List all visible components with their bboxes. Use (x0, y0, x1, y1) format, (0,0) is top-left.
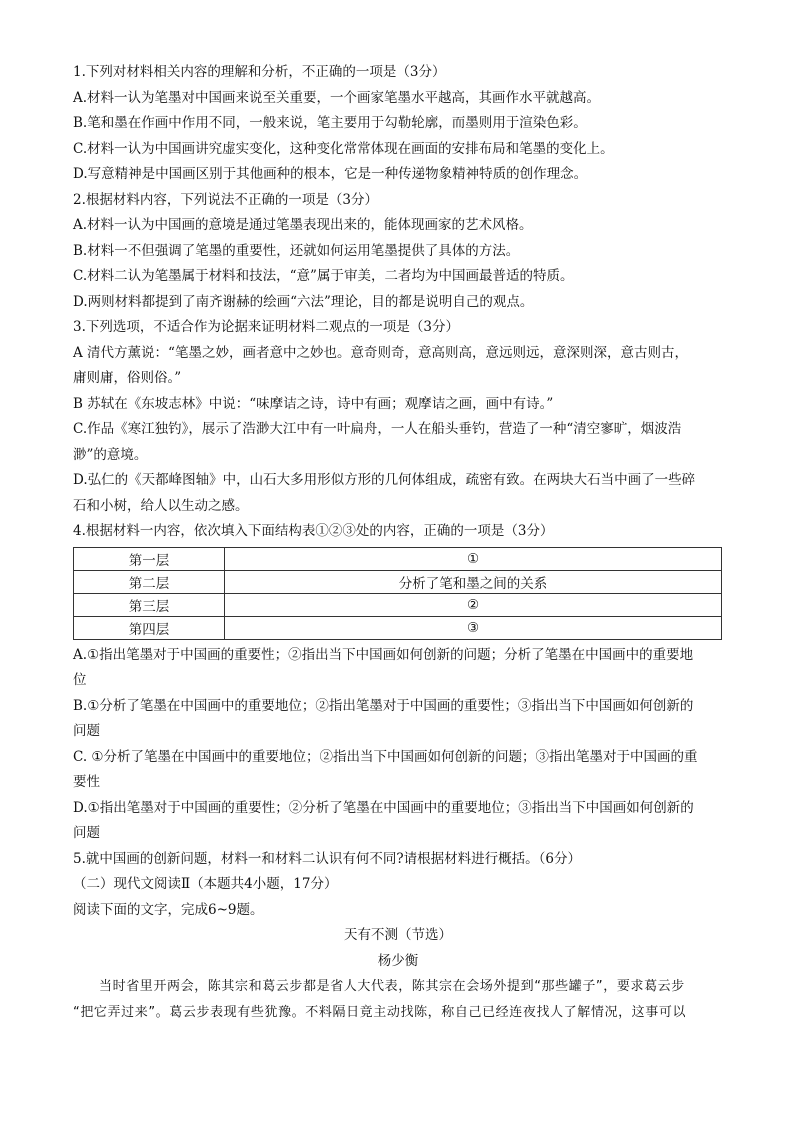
q4-option-a-line2: 位 (73, 672, 87, 688)
q1-option-b: B.笔和墨在作画中作用不同，一般来说，笔主要用于勾勒轮廓，而墨则用于渲染色彩。 (73, 115, 587, 131)
q3-option-c-line1: C.作品《寒江独钓》，展示了浩渺大江中有一叶扁舟，一人在船头垂钓，营造了一种“清空寥旷，烟波浩 (73, 421, 682, 437)
exam-page (73, 60, 723, 1025)
q4-option-d-line1: D.①指出笔墨对于中国画的重要性；②分析了笔墨在中国画中的重要地位；③指出当下中国画如何创新的 (73, 799, 694, 816)
question-4 (73, 519, 723, 847)
article-title: 天有不测（节选） (344, 927, 452, 943)
q3-option-b: B 苏轼在《东坡志林》中说：“味摩诘之诗，诗中有画；观摩诘之画，画中有诗。” (73, 395, 554, 412)
q4-option-b-line2: 问题 (73, 723, 100, 739)
question-1 (73, 60, 723, 188)
q5-stem: 5.就中国画的创新问题，材料一和材料二认识有何不同?请根据材料进行概括。（6分） (73, 850, 581, 867)
q2-stem: 2.根据材料内容，下列说法不正确的一项是（3分） (73, 191, 378, 208)
q1-option-c: C.材料一认为中国画讲究虚实变化，这种变化常常体现在画面的安排布局和笔墨的变化上。 (73, 140, 614, 157)
q3-option-d-line2: 石和小树，给人以生动之感。 (73, 497, 249, 514)
table-cell-layer: 第二层 (74, 570, 225, 593)
q3-option-d-line1: D.弘仁的《天都峰图轴》中，山石大多用形似方形的几何体组成，疏密有致。在两块大石当中画了一些碎 (73, 472, 696, 488)
section-2 (73, 872, 723, 1025)
question-2 (73, 188, 723, 316)
q4-option-d-line2: 问题 (73, 825, 100, 841)
q2-option-c: C.材料二认为笔墨属于材料和技法，“意”属于审美，二者均为中国画最普适的特质。 (73, 268, 574, 284)
q4-stem: 4.根据材料一内容，依次填入下面结构表①②③处的内容，正确的一项是（3分） (73, 523, 554, 539)
table-cell-content: ② (225, 593, 722, 616)
table-row (74, 616, 722, 639)
table-cell-content: 分析了笔和墨之间的关系 (225, 570, 722, 593)
q3-option-a-line2: 庸则庸，俗则俗。” (73, 370, 182, 386)
q3-option-c-line2: 渺”的意境。 (73, 446, 148, 463)
q1-stem: 1.下列对材料相关内容的理解和分析，不正确的一项是（3分） (73, 64, 446, 80)
article-paragraph-line1: 当时省里开两会，陈其宗和葛云步都是省人大代表，陈其宗在会场外提到“那些罐子”，要求葛云步 (99, 979, 685, 994)
section-instruction: 阅读下面的文字，完成6~9题。 (73, 901, 264, 918)
structure-table (73, 547, 722, 640)
q4-option-c-line2: 要性 (73, 774, 100, 790)
article-author: 杨少衡 (377, 952, 419, 969)
table-row (74, 593, 722, 616)
table-cell-content: ① (225, 547, 722, 570)
table-row (74, 547, 722, 570)
q4-option-b-line1: B.①分析了笔墨在中国画中的重要地位；②指出笔墨对于中国画的重要性；③指出当下中国画如何创新的 (73, 697, 694, 714)
q2-option-d: D.两则材料都提到了南齐谢赫的绘画“六法”理论，目的都是说明自己的观点。 (73, 293, 534, 310)
q1-option-d: D.写意精神是中国画区别于其他画种的根本，它是一种传递物象精神特质的创作理念。 (73, 166, 588, 182)
q4-option-c-line1: C. ①分析了笔墨在中国画中的重要地位；②指出当下中国画如何创新的问题；③指出笔墨对于中国画的重 (73, 748, 698, 765)
q2-option-a: A.材料一认为中国画的意境是通过笔墨表现出来的，能体现画家的艺术风格。 (73, 217, 533, 233)
table-cell-layer: 第四层 (74, 616, 225, 639)
q3-stem: 3.下列选项，不适合作为论据来证明材料二观点的一项是（3分） (73, 319, 459, 335)
article-paragraph-line2: “把它弄过来”。葛云步表现有些犹豫。不料隔日竟主动找陈，称自己已经连夜找人了解情况，这事可以 (73, 1004, 687, 1020)
table-cell-content: ③ (225, 616, 722, 639)
q2-option-b: B.材料一不但强调了笔墨的重要性，还就如何运用笔墨提供了具体的方法。 (73, 242, 520, 259)
table-cell-layer: 第一层 (74, 547, 225, 570)
question-3 (73, 315, 723, 519)
q3-option-a-line1: A 清代方薰说：“笔墨之妙，画者意中之妙也。意奇则奇，意高则高，意远则远，意深则深，意古则古， (73, 344, 688, 361)
table-cell-layer: 第三层 (74, 593, 225, 616)
q1-option-a: A.材料一认为笔墨对中国画来说至关重要，一个画家笔墨水平越高，其画作水平就越高。 (73, 89, 601, 106)
table-row (74, 570, 722, 593)
question-5 (73, 847, 723, 873)
q4-option-a-line1: A.①指出笔墨对于中国画的重要性；②指出当下中国画如何创新的问题；分析了笔墨在中国画中的重要地 (73, 646, 694, 663)
section-heading: （二）现代文阅读Ⅱ（本题共4小题，17分） (73, 876, 338, 892)
